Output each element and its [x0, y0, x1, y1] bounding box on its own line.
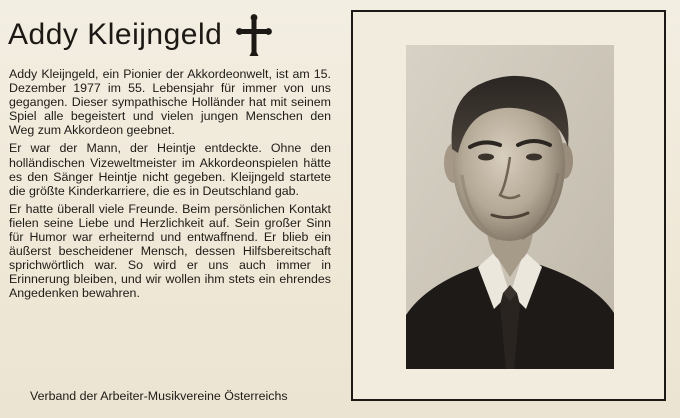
signature: Verband der Arbeiter-Musikvereine Österreichs	[30, 389, 288, 403]
portrait-illustration	[406, 45, 614, 369]
portrait-photo	[406, 45, 614, 369]
paragraph-1: Addy Kleijngeld, ein Pionier der Akkordeonwelt, ist am 15. Dezember 1977 im 55. Lebensjahr für immer von uns gegangen. Dieser sympathische Holländer hat mit seinem Spiel alle begeistert und vielen jungen Menschen den Weg zum Akkordeon geebnet.	[9, 67, 331, 138]
obituary-text	[9, 67, 331, 305]
paragraph-2: Er war der Mann, der Heintje entdeckte. Ohne den holländischen Vizeweltmeister im Akkordeonspielen hätte es den Sänger Heintje nicht gegeben. Kleijngeld startete die größte Kinderkarriere, die es in Deutschland gab.	[9, 141, 331, 198]
page-title: Addy Kleijngeld	[8, 18, 223, 51]
paragraph-3: Er hatte überall viele Freunde. Beim persönlichen Kontakt fielen seine Liebe und Herzlichkeit auf. Sein großer Sinn für Humor war erheiternd und entwaffnend. Er blieb ein äußerst bescheidener Mensch, dessen Hilfsbereitschaft sprichwörtlich war. So wird er uns auch immer in Erinnerung bleiben, und wir wollen ihm stets ein ehrendes Angedenken bewahren.	[9, 201, 331, 301]
photo-frame	[351, 10, 666, 401]
cross-icon	[236, 14, 272, 58]
title-row	[8, 14, 338, 58]
